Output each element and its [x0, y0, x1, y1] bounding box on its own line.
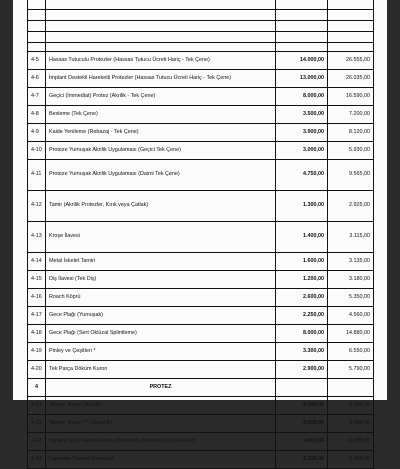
row-price2: 5.790,00 [328, 361, 374, 379]
table-row [28, 124, 374, 142]
fee-table-body [28, 0, 374, 469]
row-desc: Metal İskelet Tamiri [46, 253, 276, 271]
row-desc: Roach Köprü [46, 289, 276, 307]
row-price2: 3.115,00 [328, 222, 374, 253]
row-desc: Gece Plağı (Sert Oklüzal Splintleme) [46, 325, 276, 343]
row-desc: İmplant Destekli Hareketli Protezler (Hassas Tutucu Ücreti Hariç - Tek Çene) [46, 70, 276, 88]
row-price2: 26.035,00 [328, 70, 374, 88]
row-desc: Veneer Kuron ** (Seramik) [46, 415, 276, 433]
row-desc: Geçici (İmmediat) Protez (Akrilik - Tek Çene) [46, 88, 276, 106]
row-price1: 4.750,00 [276, 160, 328, 191]
row-code: 4-18 [28, 325, 46, 343]
table-row [28, 343, 374, 361]
row-desc: Pinley ve Çeşitleri * [46, 343, 276, 361]
section-code: 4 [28, 379, 46, 397]
row-price1: 3.200,00 [276, 451, 328, 469]
row-price1: 1.200,00 [276, 271, 328, 289]
table-row [28, 160, 374, 191]
row-desc: Gece Plağı (Yumuşak) [46, 307, 276, 325]
row-price2: 5.930,00 [328, 142, 374, 160]
row-desc: Hassas Tutuculu Protezler (Hassas Tutucu Ücreti Hariç - Tek Çene) [46, 52, 276, 70]
row-code: 4-11 [28, 160, 46, 191]
row-code: 4-9 [28, 124, 46, 142]
row-price2: 9.565,00 [328, 160, 374, 191]
row-price1: 1.600,00 [276, 253, 328, 271]
row-desc: Proteze Yumuşak Akrilik Uygulaması (Daimi Tek Çene) [46, 160, 276, 191]
table-row [28, 253, 374, 271]
row-price1: 2.900,00 [276, 361, 328, 379]
row-code: 4-20 [28, 361, 46, 379]
row-price1: 2.600,00 [276, 289, 328, 307]
row-price2: 16.590,00 [328, 88, 374, 106]
row-desc: Tek Parça Döküm Kuron [46, 361, 276, 379]
table-row [28, 191, 374, 222]
blank-row [28, 43, 374, 52]
row-price1: 4.500,00 [276, 415, 328, 433]
blank-row [28, 32, 374, 43]
row-price2: 2.925,00 [328, 191, 374, 222]
row-code: 4-21 [28, 397, 46, 415]
row-price2: 3.180,00 [328, 271, 374, 289]
row-price2: 6.550,00 [328, 451, 374, 469]
table-row [28, 451, 374, 469]
table-row [28, 433, 374, 451]
row-desc: Kaide Yenileme (Rebazaj - Tek Çene) [46, 124, 276, 142]
row-code: 4-5 [28, 52, 46, 70]
row-price2: 14.880,00 [328, 325, 374, 343]
section-header-row [28, 379, 374, 397]
table-row [28, 88, 374, 106]
row-price2: 3.135,00 [328, 253, 374, 271]
row-code: 4-13 [28, 222, 46, 253]
table-row [28, 142, 374, 160]
table-row [28, 415, 374, 433]
row-price1: 1.300,00 [276, 191, 328, 222]
row-desc: Diş İlavesi (Tek Diş) [46, 271, 276, 289]
blank-row [28, 0, 374, 10]
row-price1: 8.000,00 [276, 325, 328, 343]
row-price2: 8.690,00 [328, 397, 374, 415]
row-code: 4-16 [28, 289, 46, 307]
row-price1: 1.400,00 [276, 222, 328, 253]
row-price2: 10.090,00 [328, 433, 374, 451]
row-price1: 13.000,00 [276, 70, 328, 88]
row-code: 4-14 [28, 253, 46, 271]
row-desc: Besleme (Tek Çene) [46, 106, 276, 124]
row-price1: 2.250,00 [276, 307, 328, 325]
row-price2: 9.090,00 [328, 415, 374, 433]
table-row [28, 106, 374, 124]
row-code: 4-7 [28, 88, 46, 106]
row-price2: 26.555,00 [328, 52, 374, 70]
row-price1: 8.000,00 [276, 88, 328, 106]
row-price1: 14.000,00 [276, 52, 328, 70]
row-code: 4-6 [28, 70, 46, 88]
row-desc: Kroşe İlavesi [46, 222, 276, 253]
row-code: 4-10 [28, 142, 46, 160]
document-page [13, 0, 387, 462]
table-row [28, 361, 374, 379]
table-row [28, 52, 374, 70]
row-code: 4-15 [28, 271, 46, 289]
row-code: 4-19 [28, 343, 46, 361]
row-price1: 4900,00 [276, 433, 328, 451]
row-price1: 3.300,00 [276, 343, 328, 361]
table-row [28, 397, 374, 415]
row-code: 4-17 [28, 307, 46, 325]
row-price1: 4.000,00 [276, 397, 328, 415]
row-code: 4-24 [28, 451, 46, 469]
row-desc: İmplant Üstü Veneer Kuron (Seramik) (Abutment Ücreti Hariç) [46, 433, 276, 451]
blank-row [28, 10, 374, 21]
row-desc: Tamir (Akrilik Protezler, Kırık veya Çatlak) [46, 191, 276, 222]
row-desc: Laminate Veneer Kompozit [46, 451, 276, 469]
row-code: 4-23 [28, 433, 46, 451]
row-price1: 3.900,00 [276, 124, 328, 142]
row-desc: Veneer Kuron (Akrilik) [46, 397, 276, 415]
row-price2: 4.560,00 [328, 307, 374, 325]
fee-table [27, 0, 374, 469]
table-row [28, 307, 374, 325]
row-price1: 3.000,00 [276, 142, 328, 160]
section-title: PROTEZ [46, 379, 276, 397]
row-code: 4-22 [28, 415, 46, 433]
row-price2: 6.550,00 [328, 343, 374, 361]
table-row [28, 70, 374, 88]
table-row [28, 289, 374, 307]
row-price2: 8.120,00 [328, 124, 374, 142]
row-code: 4-12 [28, 191, 46, 222]
table-row [28, 325, 374, 343]
row-code: 4-8 [28, 106, 46, 124]
table-row [28, 222, 374, 253]
blank-row [28, 21, 374, 32]
row-price1: 3.500,00 [276, 106, 328, 124]
row-price2: 5.350,00 [328, 289, 374, 307]
row-price2: 7.200,00 [328, 106, 374, 124]
table-row [28, 271, 374, 289]
row-desc: Proteze Yumuşak Akrilik Uygulaması (Geçici Tek Çene) [46, 142, 276, 160]
